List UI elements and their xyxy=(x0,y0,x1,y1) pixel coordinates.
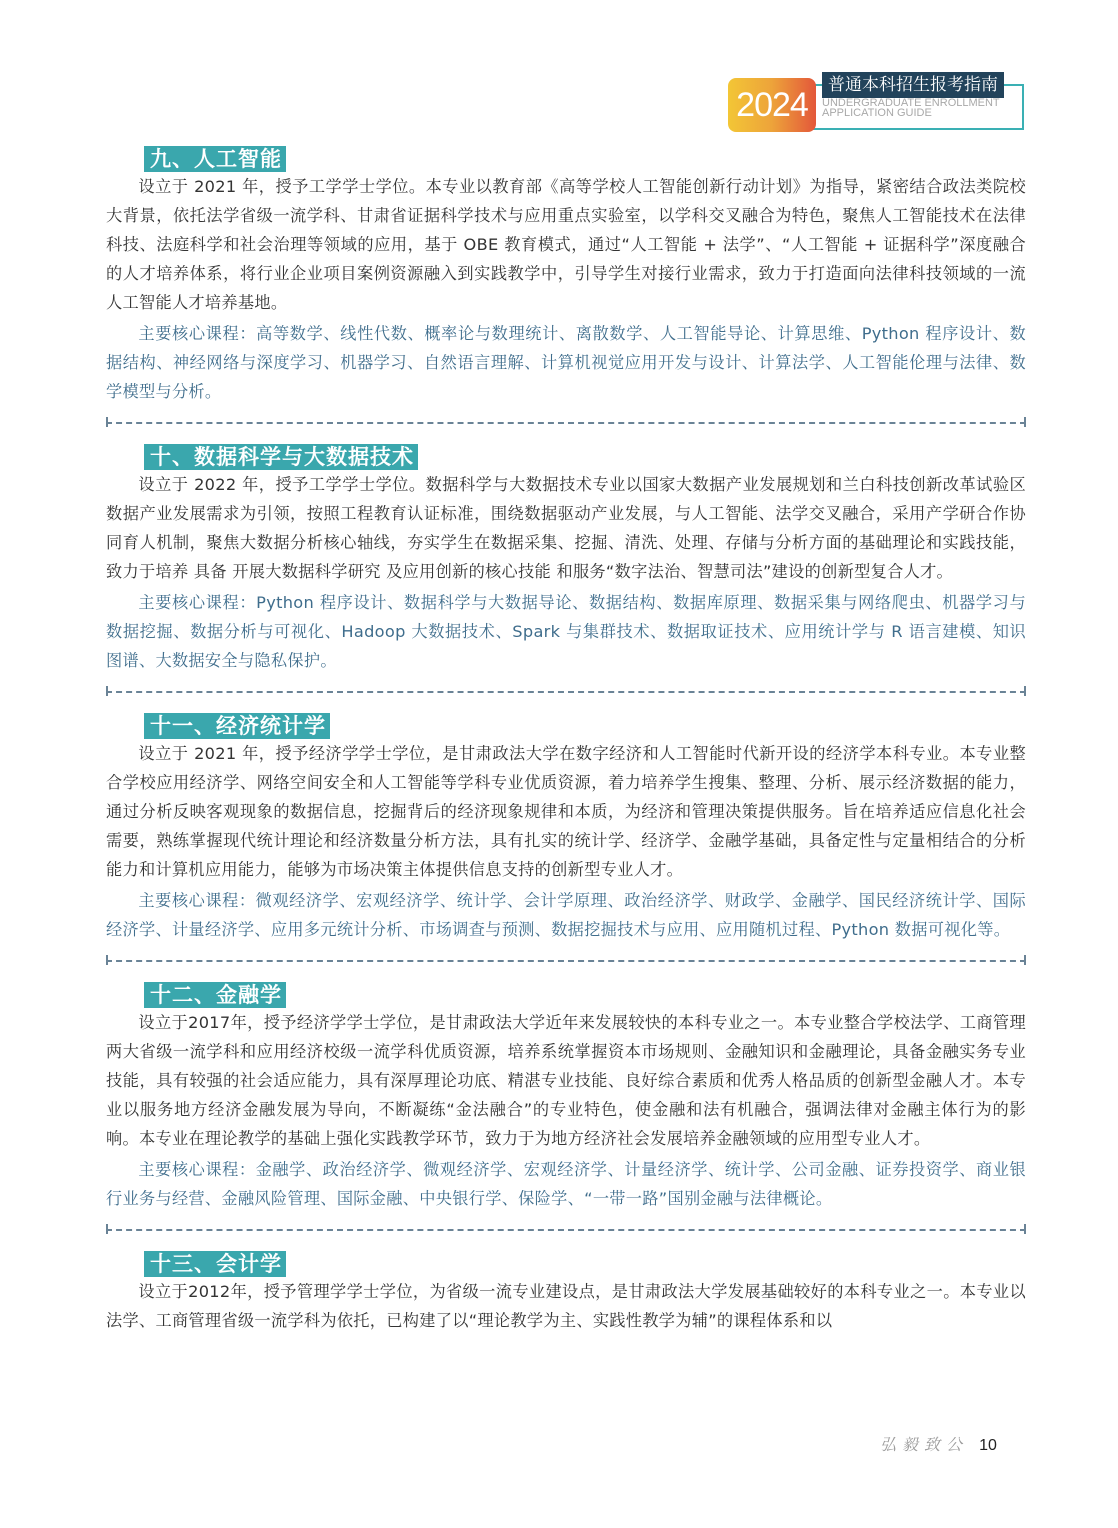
dashed-divider xyxy=(106,960,1026,964)
section-title: 九、人工智能 xyxy=(144,146,286,172)
calligraphy-motto: 弘毅致公 xyxy=(880,1435,969,1454)
core-courses: 主要核心课程：Python 程序设计、数据科学与大数据导论、数据结构、数据库原理、数据采集与网络爬虫、机器学习与数据挖掘、数据分析与可视化、Hadoop 大数据技术、Spark 与集群技术、数据取证技术、应用统计学与 R 语言建模、知识图谱、大数据安全与隐私保护。 xyxy=(106,593,1026,670)
section-title: 十三、会计学 xyxy=(144,1251,286,1277)
dashed-divider xyxy=(106,1229,1026,1233)
section-description: 设立于2012年，授予管理学学士学位，为省级一流专业建设点，是甘肃政法大学发展基础较好的本科专业之一。本专业以法学、工商管理省级一流学科为依托，已构建了以“理论教学为主、实践性教学为辅”的课程体系和以 xyxy=(106,1282,1026,1330)
page-footer xyxy=(880,1432,997,1456)
section-economic-statistics xyxy=(106,713,1026,964)
section-finance xyxy=(106,982,1026,1233)
badge-title: 普通本科招生报考指南 xyxy=(822,72,1004,98)
core-courses: 主要核心课程：微观经济学、宏观经济学、统计学、会计学原理、政治经济学、财政学、金融学、国民经济统计学、国际经济学、计量经济学、应用多元统计分析、市场调查与预测、数据挖掘技术与应用、应用随机过程、Python 数据可视化等。 xyxy=(106,891,1026,939)
page-content xyxy=(106,146,1026,1335)
section-description: 设立于 2022 年，授予工学学士学位。数据科学与大数据技术专业以国家大数据产业发展规划和兰白科技创新改革试验区数据产业发展需求为引领，按照工程教育认证标准，围绕数据驱动产业发展，与人工智能、法学交叉融合，采用产学研合作协同育人机制，聚焦大数据分析核心轴线，夯实学生在数据采集、挖掘、清洗、处理、存储与分析方面的基础理论和实践技能，致力于培养 具备 开展大数据科学研究 及应用创新的核心技能 和服务“数字法治、智慧司法”建设的创新型复合人才。 xyxy=(106,475,1026,581)
section-title: 十、数据科学与大数据技术 xyxy=(144,444,418,470)
section-accounting xyxy=(106,1251,1026,1335)
section-ai xyxy=(106,146,1026,426)
page-number: 10 xyxy=(979,1437,997,1454)
core-courses: 主要核心课程：高等数学、线性代数、概率论与数理统计、离散数学、人工智能导论、计算思维、Python 程序设计、数据结构、神经网络与深度学习、机器学习、自然语言理解、计算机视觉应用开发与设计、计算法学、人工智能伦理与法律、数学模型与分析。 xyxy=(106,324,1026,401)
badge-subtitle-line1: UNDERGRADUATE ENROLLMENT xyxy=(822,97,1000,109)
badge-subtitle xyxy=(822,98,1000,118)
guide-header-badge xyxy=(724,72,1024,128)
section-title: 十二、金融学 xyxy=(144,982,286,1008)
core-courses: 主要核心课程：金融学、政治经济学、微观经济学、宏观经济学、计量经济学、统计学、公司金融、证券投资学、商业银行业务与经营、金融风险管理、国际金融、中央银行学、保险学、“一带一路”国别金融与法律概论。 xyxy=(106,1160,1026,1208)
dashed-divider xyxy=(106,422,1026,426)
dashed-divider xyxy=(106,691,1026,695)
section-description: 设立于2017年，授予经济学学士学位，是甘肃政法大学近年来发展较快的本科专业之一。本专业整合学校法学、工商管理两大省级一流学科和应用经济校级一流学科优质资源，培养系统掌握资本市场规则、金融知识和金融理论，具备金融实务专业技能，具有较强的社会适应能力，具有深厚理论功底、精湛专业技能、良好综合素质和优秀人格品质的创新型金融人才。本专业以服务地方经济金融发展为导向，不断凝练“金法融合”的专业特色，使金融和法有机融合，强调法律对金融主体行为的影响。本专业在理论教学的基础上强化实践教学环节，致力于为地方经济社会发展培养金融领域的应用型专业人才。 xyxy=(106,1013,1026,1148)
section-description: 设立于 2021 年，授予工学学士学位。本专业以教育部《高等学校人工智能创新行动计划》为指导，紧密结合政法类院校大背景，依托法学省级一流学科、甘肃省证据科学技术与应用重点实验室，以学科交叉融合为特色，聚焦人工智能技术在法律科技、法庭科学和社会治理等领域的应用，基于 OBE 教育模式，通过“人工智能 + 法学”、“人工智能 + 证据科学”深度融合的人才培养体系，将行业企业项目案例资源融入到实践教学中，引导学生对接行业需求，致力于打造面向法律科技领域的一流人工智能人才培养基地。 xyxy=(106,177,1026,312)
section-description: 设立于 2021 年，授予经济学学士学位，是甘肃政法大学在数字经济和人工智能时代新开设的经济学本科专业。本专业整合学校应用经济学、网络空间安全和人工智能等学科专业优质资源，着力培养学生搜集、整理、分析、展示经济数据的能力，通过分析反映客观现象的数据信息，挖掘背后的经济现象规律和本质，为经济和管理决策提供服务。旨在培养适应信息化社会需要，熟练掌握现代统计理论和经济数量分析方法，具有扎实的统计学、经济学、金融学基础，具备定性与定量相结合的分析能力和计算机应用能力，能够为市场决策主体提供信息支持的创新型专业人才。 xyxy=(106,744,1026,879)
badge-year: 2024 xyxy=(728,78,816,132)
section-data-science xyxy=(106,444,1026,695)
badge-subtitle-line2: APPLICATION GUIDE xyxy=(822,107,932,119)
section-title: 十一、经济统计学 xyxy=(144,713,330,739)
